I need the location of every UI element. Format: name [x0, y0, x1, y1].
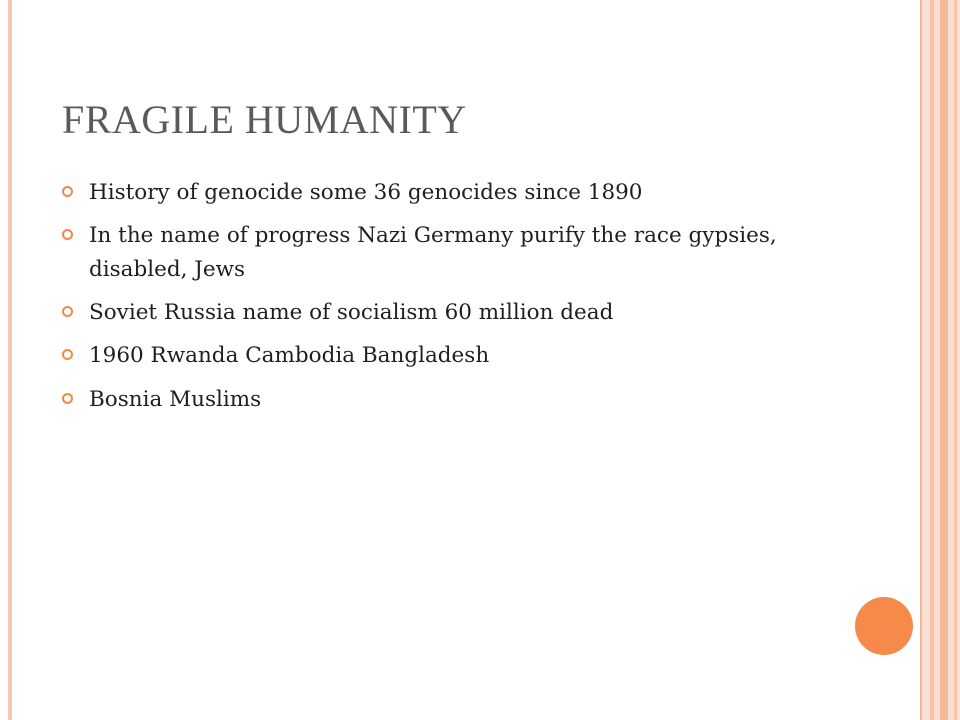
bullet-item — [62, 219, 842, 286]
bullet-item — [62, 296, 842, 329]
hollow-circle-icon — [62, 306, 73, 317]
decorative-stripe — [940, 0, 948, 720]
hollow-circle-icon — [62, 349, 73, 360]
left-decorative-rule — [8, 0, 12, 720]
bullet-item — [62, 383, 842, 416]
orange-circle-decoration — [855, 597, 913, 655]
decorative-stripe — [954, 0, 957, 720]
bullet-text: In the name of progress Nazi Germany purify the race gypsies, disabled, Jews — [89, 223, 777, 282]
hollow-circle-icon — [62, 229, 73, 240]
hollow-circle-icon — [62, 393, 73, 404]
bullet-text: History of genocide some 36 genocides since 1890 — [89, 180, 643, 205]
hollow-circle-icon — [62, 186, 73, 197]
bullet-text: Bosnia Muslims — [89, 386, 262, 412]
bullet-text: 1960 Rwanda Cambodia Bangladesh — [89, 343, 490, 369]
decorative-stripe — [930, 0, 934, 720]
bullet-list — [62, 176, 842, 426]
bullet-item — [62, 176, 842, 209]
bullet-text: Soviet Russia name of socialism 60 million dead — [89, 299, 614, 325]
decorative-stripe — [920, 0, 922, 720]
bullet-item — [62, 339, 842, 372]
slide-title: FRAGILE HUMANITY — [62, 97, 467, 142]
